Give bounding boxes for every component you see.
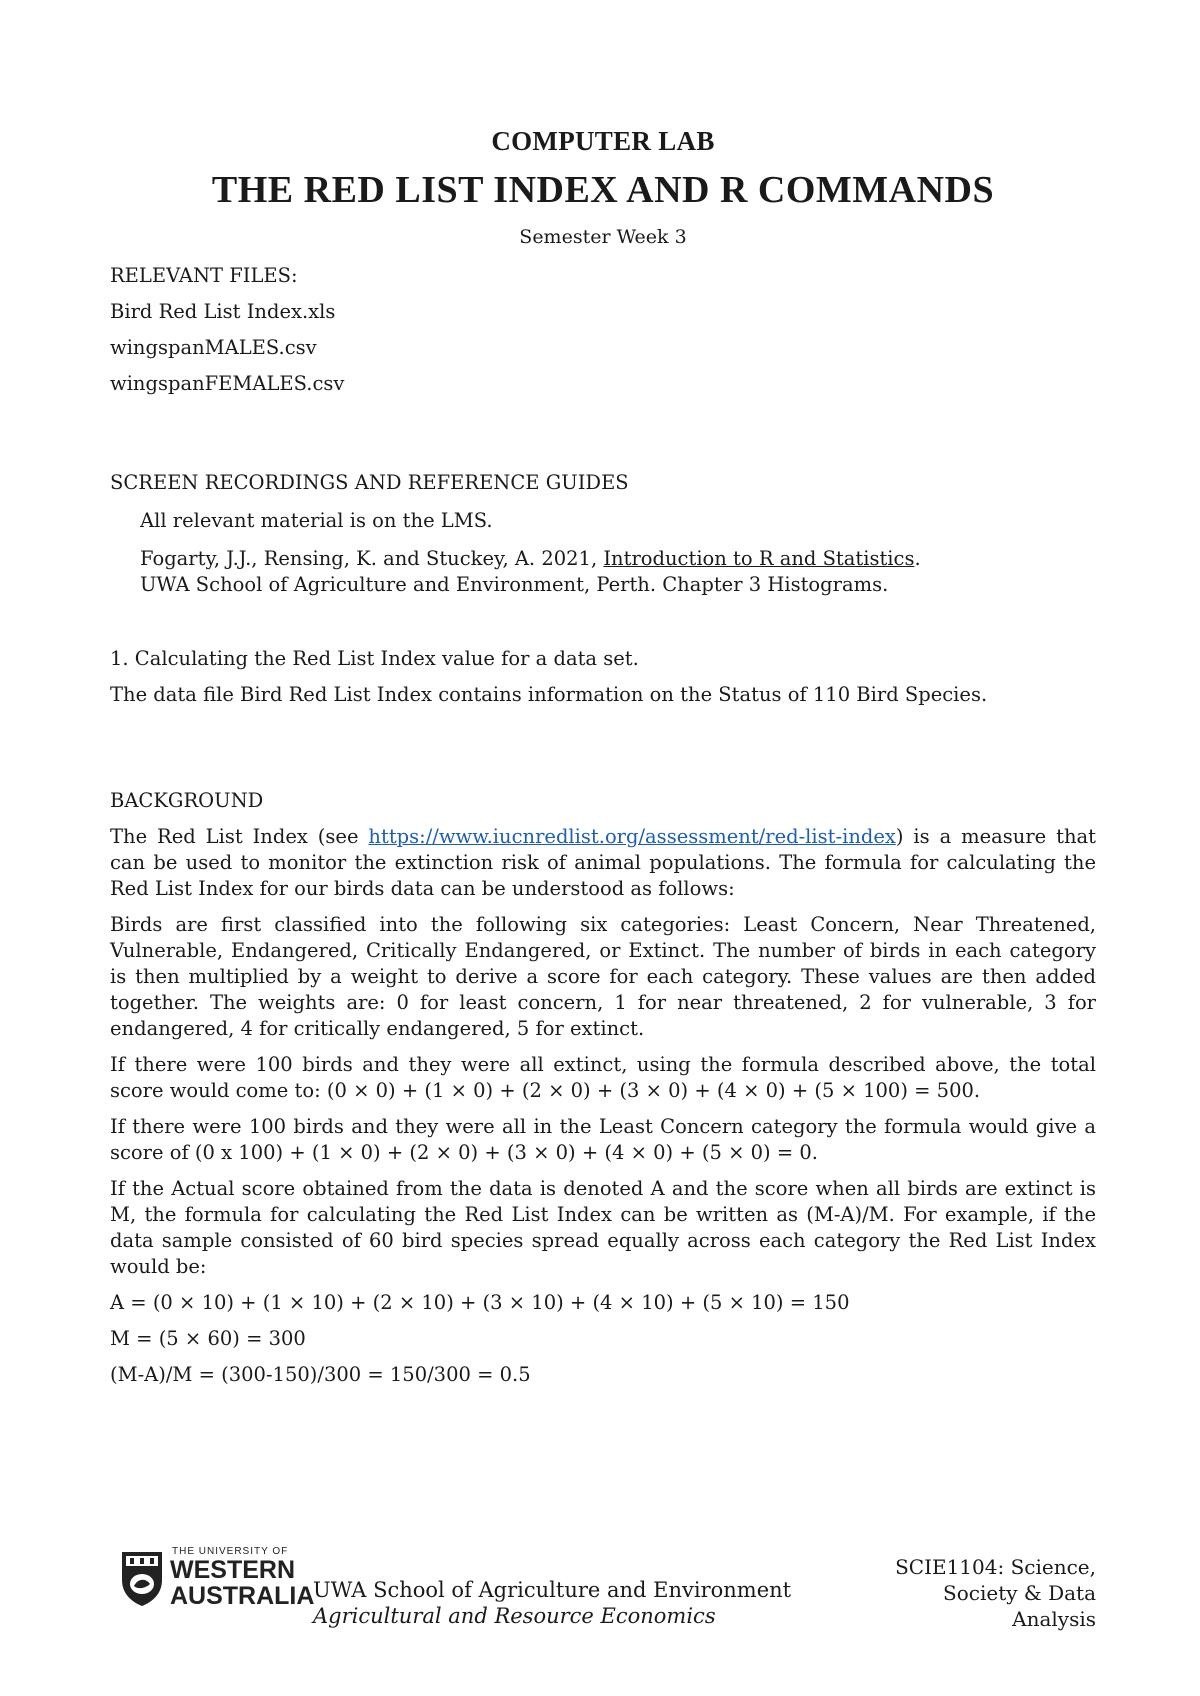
file-item: wingspanFEMALES.csv — [110, 372, 345, 395]
doc-subtitle: Semester Week 3 — [519, 226, 687, 248]
reference-publisher: UWA School of Agriculture and Environment, Perth. Chapter 3 Histograms. — [140, 573, 889, 596]
doc-kicker: COMPUTER LAB — [491, 126, 715, 156]
doc-title: THE RED LIST INDEX AND R COMMANDS — [211, 169, 995, 211]
uwa-logo — [118, 1544, 315, 1612]
page-footer — [110, 1540, 1096, 1630]
equation-m: M = (5 × 60) = 300 — [110, 1327, 306, 1350]
lms-note: All relevant material is on the LMS. — [140, 509, 493, 532]
logo-australia: AUSTRALIA — [170, 1582, 315, 1610]
background-section — [110, 788, 1096, 1388]
background-paragraph-5: If the Actual score obtained from the data is denoted A and the score when all birds are extinct is M, the formula for calculating the Red List Index can be written as (M-A)/M. For example, if the data sample consisted of 60 bird species spread equally across each category the Red List Index would be: — [110, 1177, 1096, 1278]
background-paragraph-1 — [110, 824, 1096, 902]
course-line: SCIE1104: Science, — [895, 1555, 1096, 1579]
footer-school: UWA School of Agriculture and Environment — [313, 1578, 792, 1602]
course-line: Society & Data — [943, 1581, 1096, 1605]
background-paragraph-2: Birds are first classified into the following six categories: Least Concern, Near Threatened, Vulnerable, Endangered, Critically Endangered, or Extinct. The number of birds in each category is then multiplied by a weight to derive a score for each category. These values are then added together. The weights are: 0 for least concern, 1 for near threatened, 2 for vulnerable, 3 for endangered, 4 for critically endangered, 5 for extinct. — [110, 913, 1096, 1040]
course-line: Analysis — [1012, 1607, 1096, 1631]
iucn-link[interactable]: https://www.iucnredlist.org/assessment/red-list-index — [368, 825, 896, 848]
background-paragraph-4: If there were 100 birds and they were all in the Least Concern category the formula would give a score of (0 x 100) + (1 × 0) + (2 × 0) + (3 × 0) + (4 × 0) + (5 × 0) = 0. — [110, 1115, 1096, 1164]
p1-after-link: ) is a measure that can be used to monitor the extinction risk of animal populations. The formula for calculating the Red List Index for our birds data can be understood as follows: — [110, 825, 1097, 900]
background-paragraph-3: If there were 100 birds and they were all extinct, using the formula described above, the total score would come to: (0 × 0) + (1 × 0) + (2 × 0) + (3 × 0) + (4 × 0) + (5 × 100) = 500. — [110, 1053, 1096, 1102]
guides-section — [110, 470, 1096, 598]
guides-heading: SCREEN RECORDINGS AND REFERENCE GUIDES — [110, 471, 629, 494]
task-1-section — [110, 646, 1096, 708]
reference-period: . — [914, 547, 921, 570]
file-item: wingspanMALES.csv — [110, 336, 317, 359]
logo-western: WESTERN — [170, 1556, 295, 1584]
task-1-heading: 1. Calculating the Red List Index value for a data set. — [110, 647, 639, 670]
footer-course — [856, 1554, 1096, 1632]
relevant-files-section — [110, 258, 1096, 402]
logo-university-of: THE UNIVERSITY OF — [172, 1546, 289, 1557]
reference-authors: Fogarty, J.J., Rensing, K. and Stuckey, A. 2021, — [140, 547, 604, 570]
reference-title: Introduction to R and Statistics — [603, 547, 915, 570]
reference-citation — [110, 546, 1096, 572]
task-1-intro: The data file Bird Red List Index contains information on the Status of 110 Bird Species. — [110, 683, 988, 706]
footer-department: Agricultural and Resource Economics — [313, 1604, 716, 1628]
relevant-files-heading: RELEVANT FILES: — [110, 264, 298, 287]
equation-index: (M-A)/M = (300-150)/300 = 150/300 = 0.5 — [110, 1363, 531, 1386]
uwa-crest-icon — [118, 1548, 166, 1608]
background-heading: BACKGROUND — [110, 789, 264, 812]
equation-a: A = (0 × 10) + (1 × 10) + (2 × 10) + (3 × 10) + (4 × 10) + (5 × 10) = 150 — [110, 1291, 850, 1314]
p1-before-link: The Red List Index (see — [110, 825, 369, 848]
file-item: Bird Red List Index.xls — [110, 300, 336, 323]
